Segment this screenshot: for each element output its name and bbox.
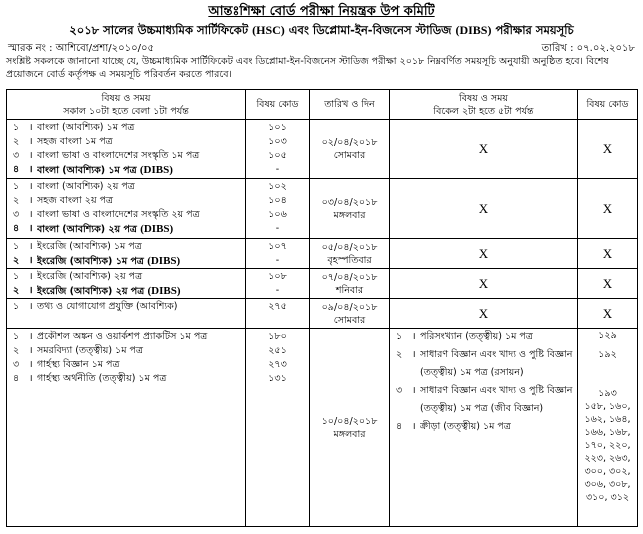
subject-name: বাংলা (আবশ্যিক) ১ম পত্র: [37, 122, 135, 133]
item-separator: ।: [29, 223, 33, 234]
exam-date: ০৩/০৪/২০১৮: [321, 196, 378, 208]
subject-code: ৩০০, ৩০২,: [584, 466, 631, 477]
subject-code-cell: [246, 299, 310, 329]
morning-subjects-cell: [7, 239, 246, 269]
table-row: [7, 299, 638, 329]
item-number: ৩: [13, 150, 20, 161]
subject-row: [7, 344, 245, 358]
item-number: ২: [13, 345, 20, 356]
subject-code: ১৫৮, ১৬০,: [584, 401, 631, 412]
date-day-cell: [310, 239, 390, 269]
dibs-tag: (DIBS): [139, 163, 173, 176]
subject-name: বাংলা (আবশ্যিক) ২য় পত্র: [37, 181, 135, 192]
subject-row: [7, 149, 245, 163]
subject-row: [7, 208, 245, 222]
subject-code: ১০৮: [268, 271, 287, 282]
subject-code: ১২৯: [598, 330, 617, 341]
subject-name: বাংলা (আবশ্যিক) ২য় পত্র (DIBS): [37, 222, 174, 235]
afternoon-code-cell: X: [578, 179, 638, 239]
subject-name: ক্রীড়া (তত্ত্বীয়) ১ম পত্র: [420, 421, 511, 432]
subject-name: বাংলা ভাষা ও বাংলাদেশের সংস্কৃতি ১ম পত্র: [37, 150, 200, 161]
subject-name: ইংরেজি (আবশ্যিক) ১ম পত্র: [37, 241, 142, 252]
item-separator: ।: [29, 195, 33, 206]
morning-subjects-cell: [7, 329, 246, 527]
schedule-body: [7, 120, 638, 527]
subject-row: [7, 222, 245, 236]
item-separator: ।: [29, 241, 33, 252]
item-number: ৪: [396, 421, 403, 432]
exam-date: ০৭/০৪/২০১৮: [321, 271, 378, 283]
item-number: ১: [13, 301, 20, 312]
subtitle-part: ২০১৮ সালের উচ্চমাধ্যমিক সার্টিফিকেট: [69, 23, 253, 37]
header-label: বিষয় ও সময়: [458, 92, 509, 104]
subject-code: ১৬৬, ১৬৮,: [584, 427, 631, 438]
header-code: বিষয় কোড: [246, 90, 310, 120]
subject-name: সাধারণ বিজ্ঞান এবং খাদ্য ও পুষ্টি বিজ্ঞান: [420, 385, 573, 396]
subject-name: ইংরেজি (আবশ্যিক) ২য় পত্র: [37, 271, 143, 282]
subtitle-part: এবং ডিপ্লোমা-ইন-বিজনেস স্টাডিজ: [284, 23, 456, 37]
afternoon-code-cell: X: [578, 239, 638, 269]
subject-row: [390, 330, 577, 344]
afternoon-subjects-cell: [390, 329, 578, 527]
afternoon-cell: X: [390, 120, 578, 179]
subject-name: (তত্ত্বীয়) ১ম পত্র (জীব বিজ্ঞান): [420, 403, 544, 414]
item-separator: ।: [29, 122, 33, 133]
subtitle-part: পরীক্ষার সময়সূচি: [491, 23, 574, 37]
subtitle-hsc: (HSC): [252, 23, 285, 37]
exam-day: সোমবার: [333, 314, 366, 326]
subject-name: প্রকৌশল অঙ্কন ও ওয়ার্কশপ প্র্যাকটিস ১ম পত্র: [37, 331, 208, 342]
subject-name: বাংলা ভাষা ও বাংলাদেশের সংস্কৃতি ২য় পত্র: [37, 209, 200, 220]
date-day-cell: [310, 269, 390, 299]
item-number: ২: [13, 195, 20, 206]
subject-row: [7, 372, 245, 386]
item-separator: ।: [29, 285, 33, 296]
subject-row: [7, 270, 245, 284]
subject-code: ১০১: [268, 122, 287, 133]
item-number: ২: [13, 255, 20, 266]
subject-code-cell: [246, 239, 310, 269]
item-separator: ।: [29, 331, 33, 342]
subject-row: [7, 163, 245, 177]
exam-day: মঙ্গলবার: [333, 209, 366, 221]
subject-code: -: [275, 164, 280, 175]
item-separator: ।: [29, 345, 33, 356]
subject-name: তথ্য ও যোগাযোগ প্রযুক্তি (আবশ্যিক): [37, 301, 178, 312]
subject-code: ২৭৩: [268, 359, 287, 370]
header-label: বিকেল ২টা হতে ৫টা পর্যন্ত: [433, 105, 534, 117]
item-number: ২: [396, 349, 403, 360]
morning-subjects-cell: [7, 269, 246, 299]
item-number: ৩: [396, 385, 403, 396]
afternoon-cell: X: [390, 299, 578, 329]
subject-row: [7, 180, 245, 194]
subject-row: [390, 348, 577, 362]
header-label: সকাল ১০টা হতে বেলা ১টা পর্যন্ত: [63, 105, 189, 117]
item-separator: ।: [29, 136, 33, 147]
subject-code-cell: [246, 179, 310, 239]
item-separator: ।: [412, 421, 416, 432]
item-separator: ।: [29, 255, 33, 266]
header-afternoon: [390, 90, 578, 120]
header-datetime: তারিখ ও দিন: [310, 90, 390, 120]
date-day-cell: [310, 120, 390, 179]
item-number: ৩: [13, 209, 20, 220]
subject-row: [390, 366, 577, 380]
afternoon-code-cell: [578, 329, 638, 527]
afternoon-code-cell: X: [578, 299, 638, 329]
subject-code: -: [275, 223, 280, 234]
morning-subjects-cell: [7, 299, 246, 329]
subject-row: [7, 330, 245, 344]
table-row: [7, 269, 638, 299]
item-separator: ।: [29, 164, 33, 175]
subject-code-cell: [246, 120, 310, 179]
subject-name: সহজ বাংলা ১ম পত্র: [37, 136, 113, 147]
subject-code: ১৭০, ২২০,: [584, 440, 631, 451]
subject-code: ১০৭: [268, 241, 287, 252]
item-separator: ।: [29, 150, 33, 161]
subject-name: (তত্ত্বীয়) ১ম পত্র (রসায়ন): [420, 367, 524, 378]
exam-subtitle: [0, 22, 643, 41]
header-morning: [7, 90, 246, 120]
exam-day: বৃহস্পতিবার: [327, 254, 372, 266]
table-row: [7, 329, 638, 527]
afternoon-cell: X: [390, 239, 578, 269]
date-day-cell: [310, 329, 390, 527]
subject-name: সমরবিদ্যা (তত্ত্বীয়) ১ম পত্র: [37, 345, 143, 356]
table-row: [7, 239, 638, 269]
exam-date: ১০/০৪/২০১৮: [321, 415, 378, 427]
exam-date: ০৯/০৪/২০১৮: [321, 301, 378, 313]
date-day-cell: [310, 179, 390, 239]
item-separator: ।: [29, 271, 33, 282]
exam-day: শনিবার: [335, 284, 364, 296]
item-number: ১: [396, 331, 403, 342]
subject-name: গার্হস্থ্য অর্থনীতি (তত্ত্বীয়) ১ম পত্র: [37, 373, 167, 384]
morning-subjects-cell: [7, 120, 246, 179]
subject-row: [7, 121, 245, 135]
subject-row: [7, 358, 245, 372]
subject-code-cell: [246, 329, 310, 527]
item-separator: ।: [412, 385, 416, 396]
subject-name: পরিসংখ্যান (তত্ত্বীয়) ১ম পত্র: [420, 331, 533, 342]
item-number: ৩: [13, 359, 20, 370]
subject-code-cell: [246, 269, 310, 299]
subject-row: [390, 402, 577, 416]
item-number: ১: [13, 271, 20, 282]
item-number: ৪: [13, 373, 20, 384]
table-row: [7, 179, 638, 239]
subject-code: ১০৫: [268, 150, 287, 161]
subject-row: [7, 240, 245, 254]
dibs-tag: (DIBS): [140, 222, 174, 235]
subject-code: ১৬২, ১৬৪,: [584, 414, 631, 425]
notice-text: সংশ্লিষ্ট সকলকে জানানো যাচ্ছে যে, উচ্চমাধ্যমিক সার্টিফিকেট এবং ডিপ্লোমা-ইন-বিজনেস স্টাডিজ পরীক্ষা ২০১৮ নিম্নবর্ণিত সময়সূচি অনুযায়ী অনুষ্ঠিত হবে। বিশেষ প্রয়োজনে বোর্ড কর্তৃপক্ষ এ সময়সূচি পরিবর্তন করতে পারবে।: [6, 56, 609, 80]
subject-code: -: [275, 255, 280, 266]
item-separator: ।: [29, 209, 33, 220]
afternoon-code-cell: X: [578, 120, 638, 179]
subject-code: ১০৪: [268, 195, 287, 206]
subject-name: সাধারণ বিজ্ঞান এবং খাদ্য ও পুষ্টি বিজ্ঞান: [420, 349, 573, 360]
afternoon-code-cell: X: [578, 269, 638, 299]
subject-row: [390, 384, 577, 398]
item-separator: ।: [412, 349, 416, 360]
subject-name: ইংরেজি (আবশ্যিক) ২য় পত্র (DIBS): [37, 284, 181, 297]
exam-date: ০৫/০৪/২০১৮: [321, 241, 378, 253]
schedule-table: [6, 89, 638, 527]
subject-code: ১০৬: [268, 209, 287, 220]
item-number: ১: [13, 181, 20, 192]
subject-row: [7, 194, 245, 208]
issue-date: তারিখ : ০৭.০২.২০১৮: [541, 43, 635, 54]
item-separator: ।: [29, 359, 33, 370]
item-number: ১: [13, 122, 20, 133]
table-row: [7, 120, 638, 179]
subject-row: [7, 135, 245, 149]
exam-day: মঙ্গলবার: [333, 428, 366, 440]
subject-code: ২২৩, ২৬৩,: [584, 453, 631, 464]
afternoon-cell: X: [390, 269, 578, 299]
subject-code: ১৮০: [268, 331, 287, 342]
header-code2: বিষয় কোড: [578, 90, 638, 120]
subject-code: ১০২: [268, 181, 287, 192]
subject-name: ইংরেজি (আবশ্যিক) ১ম পত্র (DIBS): [37, 254, 181, 267]
morning-subjects-cell: [7, 179, 246, 239]
subject-code: -: [275, 285, 280, 296]
item-separator: ।: [29, 181, 33, 192]
subject-row: [7, 254, 245, 268]
item-separator: ।: [29, 301, 33, 312]
item-number: ২: [13, 285, 20, 296]
item-separator: ।: [29, 373, 33, 384]
item-number: ১: [13, 331, 20, 342]
exam-date: ০২/০৪/২০১৮: [321, 137, 378, 148]
item-number: ১: [13, 241, 20, 252]
date-day-cell: [310, 299, 390, 329]
dibs-tag: (DIBS): [147, 284, 181, 297]
item-number: ২: [13, 136, 20, 147]
subject-code: ২৭৫: [268, 301, 287, 312]
subject-name: বাংলা (আবশ্যিক) ১ম পত্র (DIBS): [37, 163, 173, 176]
subtitle-dibs: (DIBS): [455, 23, 492, 37]
subject-code: ২৫১: [268, 345, 287, 356]
table-header-row: [7, 90, 638, 120]
exam-day: সোমবার: [333, 150, 366, 161]
subject-row: [390, 420, 577, 434]
afternoon-cell: X: [390, 179, 578, 239]
dibs-tag: (DIBS): [147, 254, 181, 267]
board-title: আন্তঃশিক্ষা বোর্ড পরীক্ষা নিয়ন্ত্রক উপ কমিটি: [208, 4, 435, 19]
subject-row: [7, 300, 245, 314]
subject-code: ৩০৬, ৩০৮,: [584, 479, 631, 490]
subject-code: ১৯২: [598, 349, 617, 360]
item-number: ৪: [13, 164, 20, 175]
subject-code: ৩১০, ৩১২: [585, 492, 630, 503]
item-separator: ।: [412, 331, 416, 342]
subject-code: ১৩১: [268, 373, 287, 384]
subject-row: [7, 284, 245, 298]
subject-name: গার্হস্থ্য বিজ্ঞান ১ম পত্র: [37, 359, 120, 370]
memo-number: স্মারক নং : আশিবো/প্রশা/২০১০/০৫: [8, 43, 154, 54]
subject-code: ১০৩: [268, 136, 287, 147]
item-number: ৪: [13, 223, 20, 234]
subject-code: ১৯৩: [598, 388, 617, 399]
header-label: বিষয় ও সময়: [101, 92, 151, 104]
subject-name: সহজ বাংলা ২য় পত্র: [37, 195, 113, 206]
